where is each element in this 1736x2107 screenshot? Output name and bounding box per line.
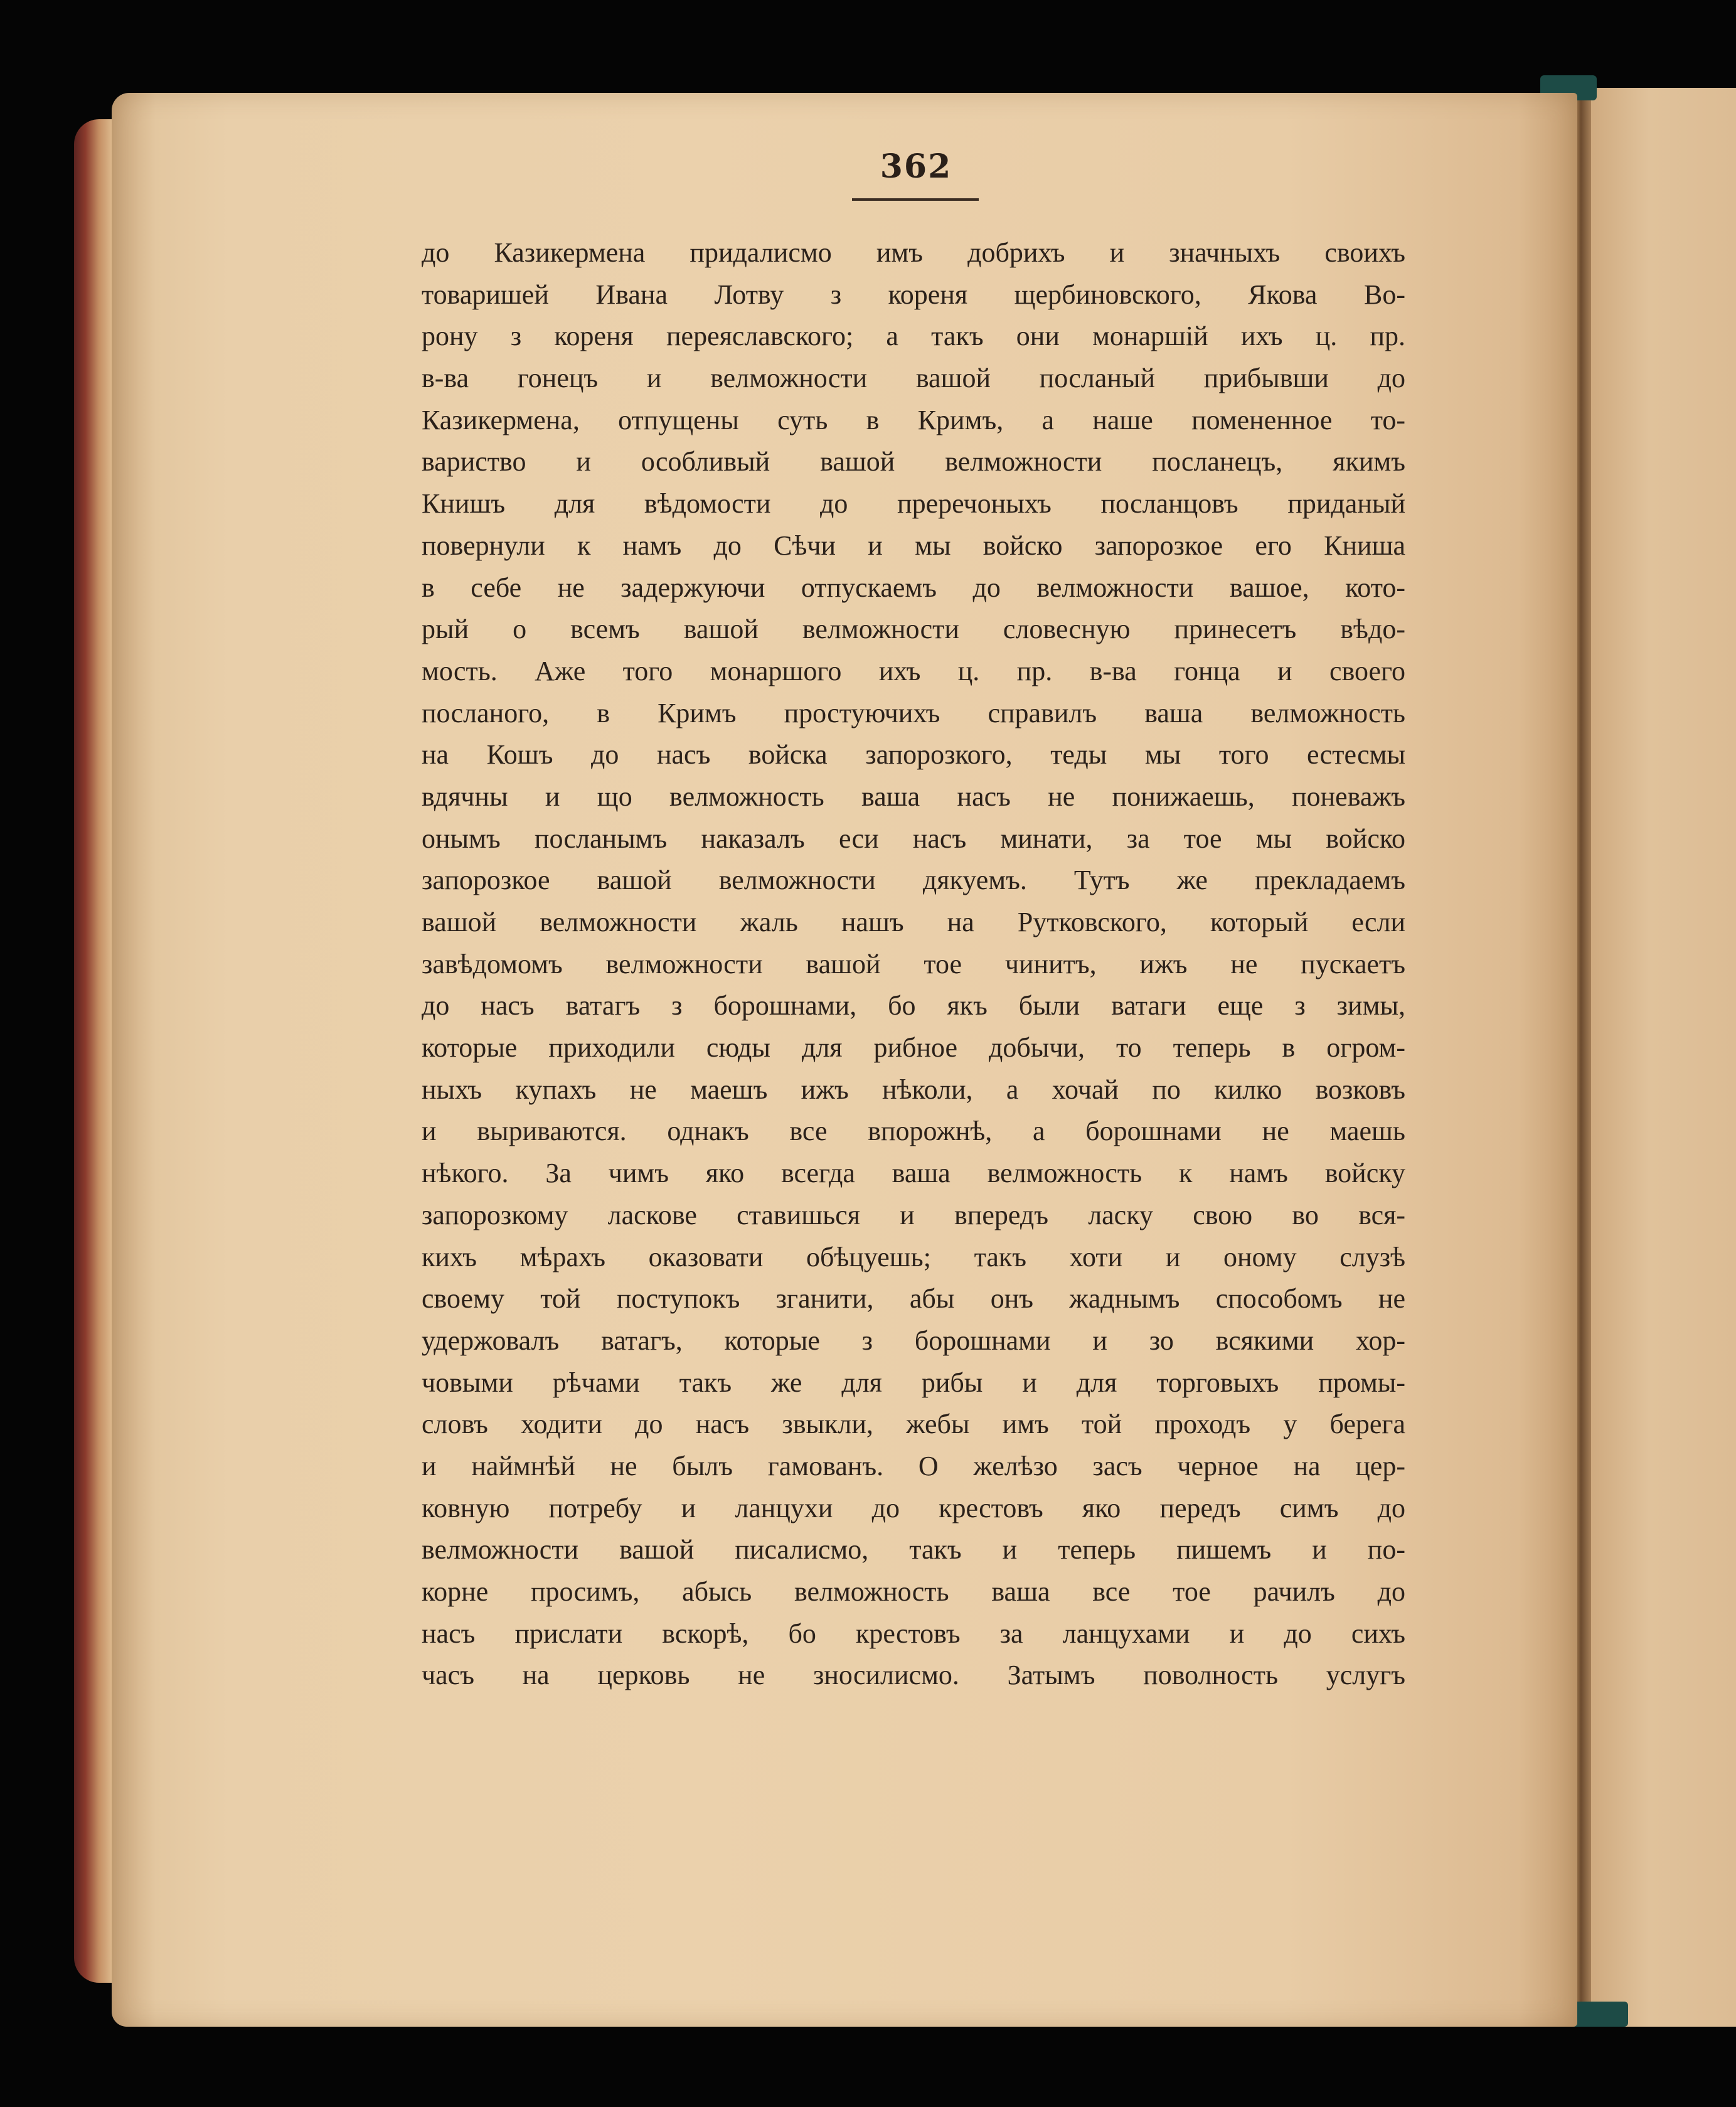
text-line: которые приходили сюды для рибное добычи, то теперь в огром- — [422, 1032, 1405, 1064]
text-line: ныхъ купахъ не маешъ ижъ нѣколи, а хочай по килко возковъ — [422, 1074, 1405, 1105]
text-line: и выриваются. однакъ все впорожнѣ, а борошнами не маешь — [422, 1116, 1405, 1147]
text-line: Казикермена, отпущены суть в Кримъ, а наше помененное то- — [422, 404, 1405, 435]
body-text — [422, 232, 1405, 1697]
text-line: посланого, в Кримъ простуючихъ справилъ ваша велможность — [422, 697, 1405, 728]
text-line: на Кошъ до насъ войска запорозкого, теды мы того естесмы — [422, 739, 1405, 771]
text-line: вашой велможности жаль нашъ на Рутковского, который если — [422, 907, 1405, 937]
text-line: корне просимъ, абысь велможность ваша все тое рачилъ до — [422, 1576, 1405, 1607]
text-line: ковную потребу и ланцухи до крестовъ яко передъ симъ до — [422, 1492, 1405, 1523]
text-line: товаришей Ивана Лотву з кореня щербиновского, Якова Во- — [422, 279, 1405, 310]
text-line: мость. Аже того монаршого ихъ ц. пр. в-ва гонца и своего — [422, 655, 1405, 686]
page-number-rule — [852, 198, 979, 201]
text-line: словъ ходити до насъ звыкли, жебы имъ той проходъ у берега — [422, 1409, 1405, 1440]
text-line: човыми рѣчами такъ же для рибы и для торговыхъ промы- — [422, 1367, 1405, 1398]
text-line: повернули к намъ до Сѣчи и мы войско запорозкое его Книша — [422, 530, 1405, 561]
text-line: до насъ ватагъ з борошнами, бо якъ были ватаги еще з зимы, — [422, 990, 1405, 1021]
next-page-edge — [1591, 88, 1736, 2027]
text-line: в-ва гонецъ и велможности вашой посланый прибывши до — [422, 363, 1405, 394]
text-line: рону з кореня переяславского; а такъ они монаршій ихъ ц. пр. — [422, 321, 1405, 352]
text-line: завѣдомомъ велможности вашой тое чинитъ, ижъ не пускаетъ — [422, 948, 1405, 979]
text-line: велможности вашой писалисмо, такъ и теперь пишемъ и по- — [422, 1534, 1405, 1566]
text-line: вдячны и що велможность ваша насъ не понижаешь, поневажъ — [422, 781, 1405, 812]
text-line: нѣкого. За чимъ яко всегда ваша велможность к намъ войску — [422, 1158, 1405, 1189]
text-line: до Казикермена придалисмо имъ добрихъ и значныхъ своихъ — [422, 237, 1405, 268]
text-line: в себе не задержуючи отпускаемъ до велможности вашое, кото- — [422, 572, 1405, 603]
text-line: удержовалъ ватагъ, которые з борошнами и зо всякими хор- — [422, 1325, 1405, 1356]
text-line: онымъ посланымъ наказалъ еси насъ минати, за тое мы войско — [422, 823, 1405, 854]
text-line: своему той поступокъ зганити, абы онъ жаднымъ способомъ не — [422, 1283, 1405, 1315]
text-line: запорозкому ласкове ставишься и впередъ ласку свою во вся- — [422, 1199, 1405, 1230]
text-line: кихъ мѣрахъ оказовати обѣцуешь; такъ хоти и оному слузѣ — [422, 1241, 1405, 1272]
page-number: 362 — [880, 147, 952, 186]
text-line: насъ прислати вскорѣ, бо крестовъ за ланцухами и до сихъ — [422, 1618, 1405, 1649]
text-line: и наймнѣй не былъ гамованъ. О желѣзо засъ черное на цер- — [422, 1450, 1405, 1481]
text-line: вариство и особливый вашой велможности посланецъ, якимъ — [422, 446, 1405, 477]
text-line: запорозкое вашой велможности дякуемъ. Тутъ же прекладаемъ — [422, 865, 1405, 896]
text-line: рый о всемъ вашой велможности словесную принесетъ вѣдо- — [422, 614, 1405, 645]
text-line: часъ на церковь не зносилисмо. Затымъ поволность услугъ — [422, 1660, 1405, 1691]
text-line: Книшъ для вѣдомости до преречоныхъ посланцовъ приданый — [422, 488, 1405, 520]
